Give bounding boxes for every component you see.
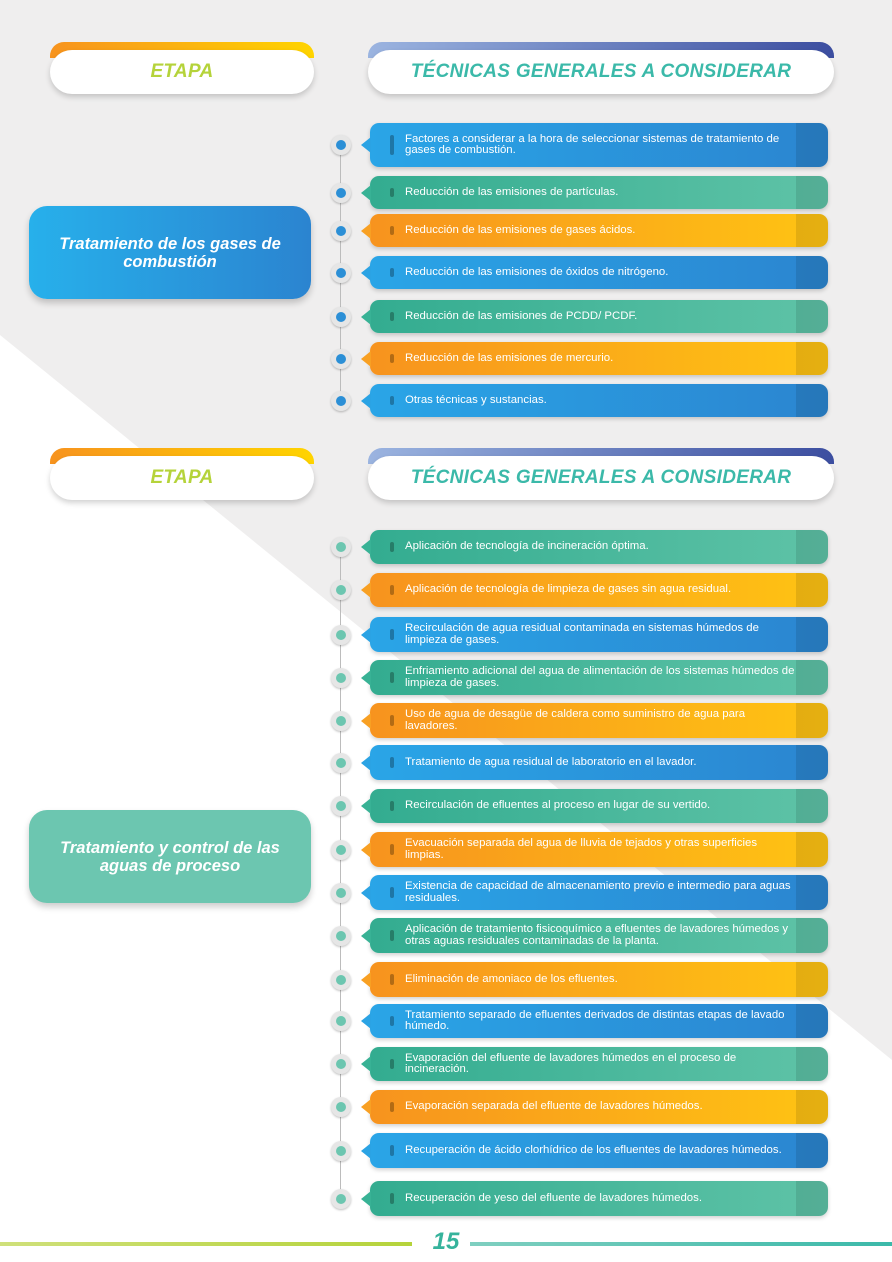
technique-text: Tratamiento separado de efluentes derivados de distintas etapas de lavado húmedo. bbox=[405, 1008, 785, 1032]
timeline-dot bbox=[331, 926, 351, 946]
technique-text: Aplicación de tecnología de incineración óptima. bbox=[405, 540, 649, 553]
technique-text: Reducción de las emisiones de PCDD/ PCDF. bbox=[405, 309, 638, 322]
stage-box-water bbox=[29, 810, 311, 903]
item-shade bbox=[796, 617, 828, 652]
timeline-dot bbox=[331, 1189, 351, 1209]
timeline-dot bbox=[331, 1011, 351, 1031]
technique-item bbox=[370, 342, 828, 375]
technique-text: Factores a considerar a la hora de seleccionar sistemas de tratamiento de gases de combustión. bbox=[405, 132, 780, 156]
technique-item bbox=[370, 530, 828, 564]
technique-text: Reducción de las emisiones de mercurio. bbox=[405, 351, 614, 364]
item-tick bbox=[390, 585, 394, 595]
item-tick bbox=[390, 354, 394, 363]
item-shade bbox=[796, 832, 828, 867]
technique-text: Recirculación de agua residual contaminada en sistemas húmedos de limpieza de gases. bbox=[405, 622, 759, 646]
technique-text: Tratamiento de agua residual de laboratorio en el lavador. bbox=[405, 755, 697, 768]
technique-item bbox=[370, 573, 828, 607]
item-shade bbox=[796, 745, 828, 780]
item-tick bbox=[390, 715, 394, 726]
timeline-dot bbox=[331, 753, 351, 773]
item-shade bbox=[796, 123, 828, 167]
timeline-dot bbox=[331, 221, 351, 241]
technique-item bbox=[370, 300, 828, 333]
technique-text: Recirculación de efluentes al proceso en lugar de su vertido. bbox=[405, 799, 711, 812]
technique-item bbox=[370, 918, 828, 953]
timeline-dot bbox=[331, 840, 351, 860]
item-shade bbox=[796, 300, 828, 333]
item-shade bbox=[796, 1004, 828, 1038]
technique-item bbox=[370, 1004, 828, 1038]
page-number: 15 bbox=[432, 1228, 460, 1255]
item-tick bbox=[390, 1145, 394, 1156]
item-tick bbox=[390, 188, 394, 197]
technique-item bbox=[370, 745, 828, 780]
etapa-header-2 bbox=[50, 448, 314, 502]
technique-text: Recuperación de yeso del efluente de lavadores húmedos. bbox=[405, 1191, 702, 1204]
timeline-dot bbox=[331, 307, 351, 327]
technique-text: Reducción de las emisiones de partículas. bbox=[405, 185, 619, 198]
item-tick bbox=[390, 930, 394, 941]
timeline-dot bbox=[331, 1141, 351, 1161]
technique-text: Uso de agua de desagüe de caldera como suministro de agua para lavadores. bbox=[405, 708, 746, 732]
item-tick bbox=[390, 844, 394, 855]
footer-line-right bbox=[470, 1242, 892, 1246]
technique-text: Evaporación separada del efluente de lavadores húmedos. bbox=[405, 1100, 703, 1113]
stage-label: Tratamiento y control de las aguas de proceso bbox=[60, 838, 280, 875]
technique-item bbox=[370, 384, 828, 417]
technique-text: Aplicación de tratamiento fisicoquímico a efluentes de lavadores húmedos y otras aguas residuales contaminadas de la planta. bbox=[405, 923, 789, 947]
item-shade bbox=[796, 1090, 828, 1124]
item-shade bbox=[796, 214, 828, 247]
techniques-header-label: TÉCNICAS GENERALES A CONSIDERAR bbox=[410, 61, 792, 82]
item-shade bbox=[796, 918, 828, 953]
timeline-dot bbox=[331, 183, 351, 203]
technique-item bbox=[370, 214, 828, 247]
timeline-dot bbox=[331, 349, 351, 369]
timeline-dot bbox=[331, 580, 351, 600]
technique-text: Aplicación de tecnología de limpieza de gases sin agua residual. bbox=[405, 583, 732, 596]
item-tick bbox=[390, 1059, 394, 1069]
item-shade bbox=[796, 176, 828, 209]
timeline-dot bbox=[331, 711, 351, 731]
item-tick bbox=[390, 1193, 394, 1204]
timeline-dot bbox=[331, 1097, 351, 1117]
item-tick bbox=[390, 542, 394, 552]
technique-item bbox=[370, 962, 828, 997]
technique-text: Reducción de las emisiones de gases ácidos. bbox=[405, 223, 636, 236]
item-shade bbox=[796, 660, 828, 695]
item-tick bbox=[390, 226, 394, 235]
techniques-header-1 bbox=[368, 42, 834, 96]
technique-text: Enfriamiento adicional del agua de alimentación de los sistemas húmedos de limpieza de gases. bbox=[405, 665, 795, 689]
item-shade bbox=[796, 573, 828, 607]
footer-line-left bbox=[0, 1242, 412, 1246]
techniques-header-label: TÉCNICAS GENERALES A CONSIDERAR bbox=[410, 467, 792, 488]
item-shade bbox=[796, 342, 828, 375]
item-tick bbox=[390, 1102, 394, 1112]
item-shade bbox=[796, 256, 828, 289]
timeline-dot bbox=[331, 1054, 351, 1074]
technique-text: Evaporación del efluente de lavadores húmedos en el proceso de incineración. bbox=[405, 1051, 737, 1075]
etapa-header-1 bbox=[50, 42, 314, 96]
timeline-dot bbox=[331, 970, 351, 990]
item-tick bbox=[390, 974, 394, 985]
technique-item bbox=[370, 1133, 828, 1168]
item-tick bbox=[390, 135, 394, 155]
technique-text: Reducción de las emisiones de óxidos de nitrógeno. bbox=[405, 265, 669, 278]
etapa-header-label: ETAPA bbox=[150, 61, 214, 82]
item-tick bbox=[390, 757, 394, 768]
techniques-header-2 bbox=[368, 448, 834, 502]
item-tick bbox=[390, 672, 394, 683]
technique-item bbox=[370, 176, 828, 209]
item-shade bbox=[796, 1047, 828, 1081]
technique-item bbox=[370, 256, 828, 289]
technique-item bbox=[370, 617, 828, 652]
stage-box-gases bbox=[29, 206, 311, 299]
item-shade bbox=[796, 1181, 828, 1216]
item-tick bbox=[390, 887, 394, 898]
item-shade bbox=[796, 703, 828, 738]
technique-text: Existencia de capacidad de almacenamiento previo e intermedio para aguas residuales. bbox=[405, 880, 791, 904]
technique-item bbox=[370, 832, 828, 867]
item-tick bbox=[390, 629, 394, 640]
timeline-dot bbox=[331, 263, 351, 283]
timeline-dot bbox=[331, 391, 351, 411]
item-shade bbox=[796, 384, 828, 417]
item-tick bbox=[390, 268, 394, 277]
technique-text: Otras técnicas y sustancias. bbox=[405, 393, 547, 406]
item-shade bbox=[796, 962, 828, 997]
item-shade bbox=[796, 1133, 828, 1168]
technique-text: Evacuación separada del agua de lluvia de tejados y otras superficies limpias. bbox=[405, 837, 758, 861]
timeline-dot bbox=[331, 796, 351, 816]
technique-item bbox=[370, 123, 828, 167]
technique-item bbox=[370, 1047, 828, 1081]
technique-text: Recuperación de ácido clorhídrico de los efluentes de lavadores húmedos. bbox=[405, 1143, 782, 1156]
timeline-dot bbox=[331, 537, 351, 557]
item-tick bbox=[390, 396, 394, 405]
item-shade bbox=[796, 875, 828, 910]
technique-text: Eliminación de amoniaco de los efluentes. bbox=[405, 972, 618, 985]
technique-item bbox=[370, 789, 828, 823]
item-tick bbox=[390, 801, 394, 811]
item-shade bbox=[796, 789, 828, 823]
etapa-header-label: ETAPA bbox=[150, 467, 214, 488]
item-tick bbox=[390, 312, 394, 321]
item-tick bbox=[390, 1016, 394, 1026]
technique-item bbox=[370, 875, 828, 910]
timeline-dot bbox=[331, 135, 351, 155]
timeline-dot bbox=[331, 625, 351, 645]
item-shade bbox=[796, 530, 828, 564]
technique-item bbox=[370, 1090, 828, 1124]
technique-item bbox=[370, 703, 828, 738]
timeline-dot bbox=[331, 668, 351, 688]
technique-item bbox=[370, 1181, 828, 1216]
stage-label: Tratamiento de los gases de combustión bbox=[59, 234, 281, 271]
timeline-dot bbox=[331, 883, 351, 903]
technique-item bbox=[370, 660, 828, 695]
